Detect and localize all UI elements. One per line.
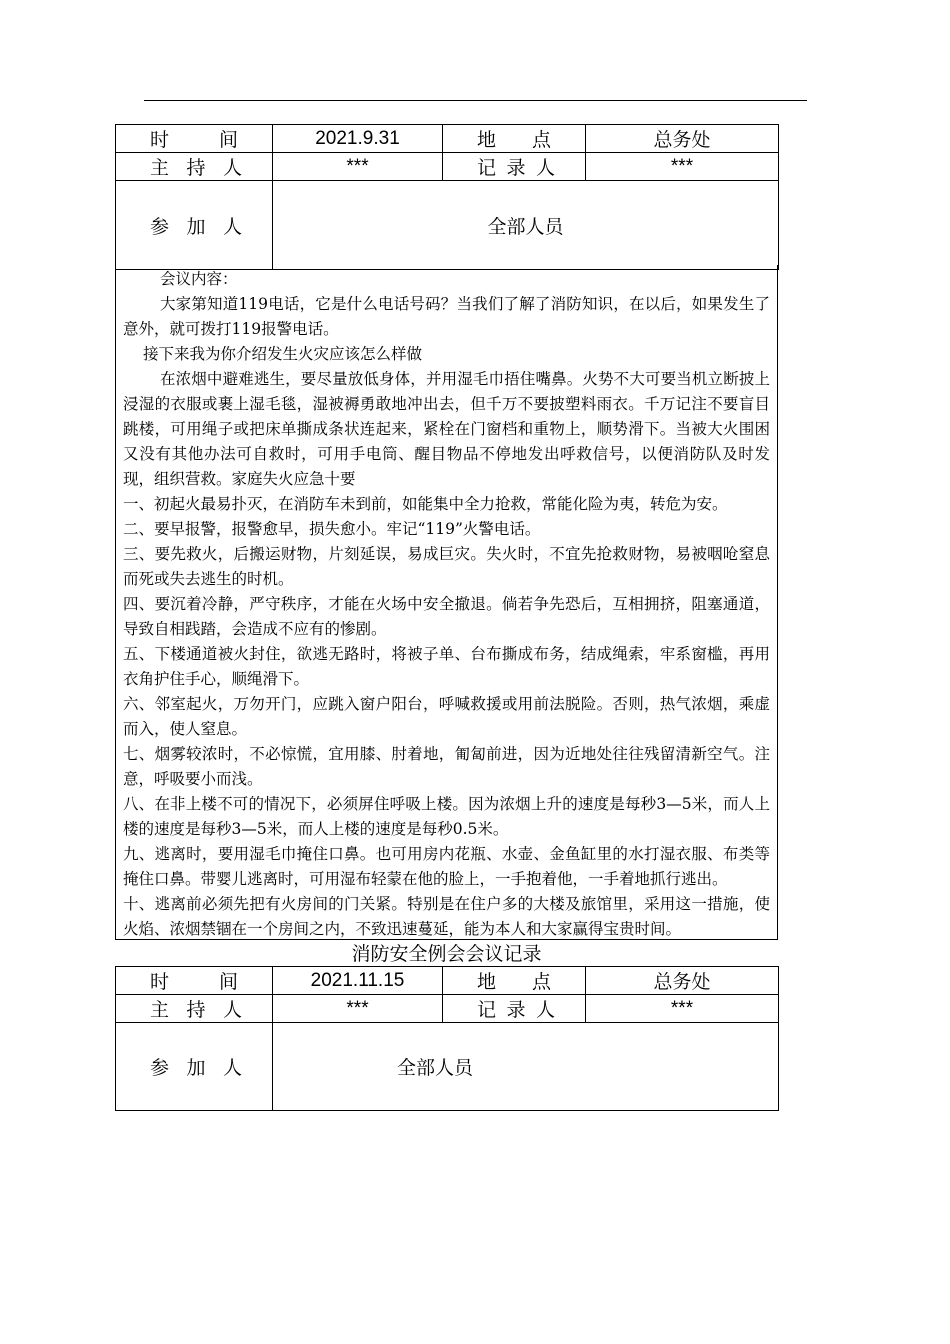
time-label: 时 间 bbox=[116, 125, 273, 153]
content-list-item: 七、烟雾较浓时，不必惊慌，宜用膝、肘着地，匍匐前进，因为近地处往往残留清新空气。注意，呼吸要小而浅。 bbox=[123, 745, 770, 788]
place-value: 总务处 bbox=[586, 967, 779, 995]
attendees-label: 参 加 人 bbox=[116, 181, 273, 270]
recorder-label: 记 录 人 bbox=[443, 153, 586, 181]
recorder-label: 记 录 人 bbox=[443, 995, 586, 1023]
place-label: 地 点 bbox=[443, 125, 586, 153]
content-list-item: 四、要沉着冷静，严守秩序，才能在火场中安全撤退。倘若争先恐后，互相拥挤，阻塞通道，导致自相践踏，会造成不应有的惨剧。 bbox=[123, 595, 770, 638]
content-list-item: 九、逃离时，要用湿毛巾掩住口鼻。也可用房内花瓶、水壶、金鱼缸里的水打湿衣服、布类等掩住口鼻。带婴儿逃离时，可用湿布轻蒙在他的脸上，一手抱着他，一手着地抓行逃出。 bbox=[123, 845, 770, 888]
meeting-record-table-1 bbox=[115, 124, 779, 270]
meeting-record-table-2 bbox=[115, 966, 779, 1111]
attendees-value: 全部人员 bbox=[273, 181, 779, 270]
host-label: 主 持 人 bbox=[116, 995, 273, 1023]
content-list-item: 三、要先救火，后搬运财物，片刻延误，易成巨灾。失火时，不宜先抢救财物，易被咽呛窒息而死或失去逃生的时机。 bbox=[123, 545, 770, 588]
record-2-title: 消防安全例会会议记录 bbox=[351, 943, 542, 965]
content-list-item: 五、下楼通道被火封住，欲逃无路时，将被子单、台布撕成布务，结成绳索，牢系窗槛，再用衣角护住手心，顺绳滑下。 bbox=[123, 645, 770, 688]
content-list-item: 一、初起火最易扑灭，在消防车未到前，如能集中全力抢救，常能化险为夷，转危为安。 bbox=[123, 495, 728, 513]
place-label: 地 点 bbox=[443, 967, 586, 995]
place-value: 总务处 bbox=[586, 125, 779, 153]
content-list-item: 六、邻室起火，万勿开门，应跳入窗户阳台，呼喊救援或用前法脱险。否则，热气浓烟，乘虚而入，使人窒息。 bbox=[123, 695, 770, 738]
content-list-item: 十、逃离前必须先把有火房间的门关紧。特别是在住户多的大楼及旅馆里，采用这一措施，使火焰、浓烟禁锢在一个房间之内，不致迅速蔓延，能为本人和大家赢得宝贵时间。 bbox=[123, 895, 770, 938]
attendees-value: 全部人员 bbox=[273, 1023, 779, 1111]
meeting-content bbox=[115, 265, 778, 940]
header-rule bbox=[144, 100, 807, 101]
content-paragraph: 大家第知道119电话，它是什么电话号码？当我们了解了消防知识，在以后，如果发生了意外，就可拨打119报警电话。 bbox=[123, 295, 770, 338]
content-heading: 会议内容： bbox=[160, 270, 238, 288]
content-paragraph: 接下来我为你介绍发生火灾应该怎么样做 bbox=[143, 345, 423, 363]
content-paragraph: 在浓烟中避难逃生，要尽量放低身体，并用湿毛巾捂住嘴鼻。火势不大可要当机立断披上浸湿的衣服或裹上湿毛毯，湿被褥勇敢地冲出去，但千万不要披塑料雨衣。千万记注不要盲目跳楼，可用绳子或把床单撕成条状连起来，紧栓在门窗档和重物上，顺势滑下。当被大火围困又没有其他办法可自救时，可用手电筒、醒目物品不停地发出呼救信号，以便消防队及时发现，组织营救。家庭失火应急十要 bbox=[123, 370, 770, 488]
recorder-value: *** bbox=[586, 153, 779, 181]
content-list-item: 八、在非上楼不可的情况下，必须屏住呼吸上楼。因为浓烟上升的速度是每秒3—5米，而人上楼的速度是每秒3—5米，而人上楼的速度是每秒0.5米。 bbox=[123, 795, 770, 838]
time-value: 2021.11.15 bbox=[273, 967, 443, 995]
recorder-value: *** bbox=[586, 995, 779, 1023]
content-list-item: 二、要早报警，报警愈早，损失愈小。牢记“119”火警电话。 bbox=[123, 520, 541, 538]
host-value: *** bbox=[273, 153, 443, 181]
attendees-label: 参 加 人 bbox=[116, 1023, 273, 1111]
time-value: 2021.9.31 bbox=[273, 125, 443, 153]
time-label: 时 间 bbox=[116, 967, 273, 995]
host-value: *** bbox=[273, 995, 443, 1023]
host-label: 主 持 人 bbox=[116, 153, 273, 181]
